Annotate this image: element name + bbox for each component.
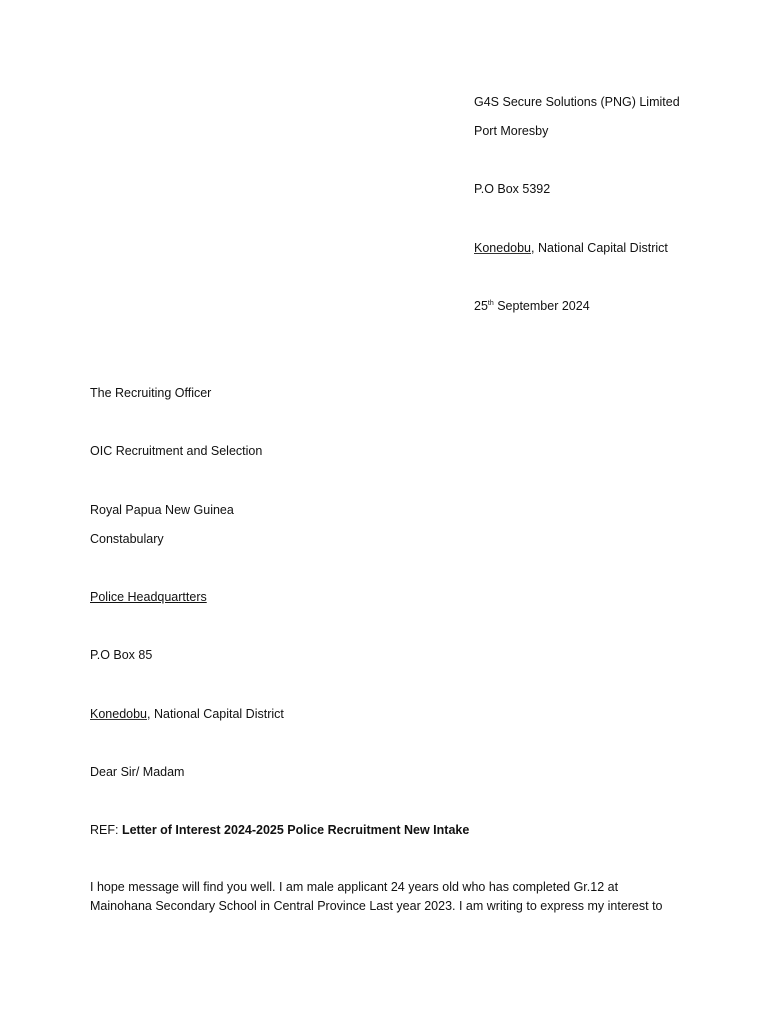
recipient-org-line1: Royal Papua New Guinea (90, 503, 234, 517)
sender-suburb: Konedobu (474, 241, 532, 255)
date-ordinal: th (487, 299, 494, 307)
recipient-hq-text: Police Headquartters (90, 590, 207, 604)
date-day: 25 (474, 299, 488, 313)
sender-city: Port Moresby (474, 124, 549, 138)
recipient-suburb: Konedobu (90, 707, 148, 721)
recipient-unit: OIC Recruitment and Selection (90, 444, 263, 458)
date-rest: September 2024 (493, 299, 590, 313)
recipient-org-line2: Constabulary (90, 532, 164, 546)
recipient-district: , National Capital District (147, 707, 284, 721)
sender-district: , National Capital District (531, 241, 668, 255)
ref-subject: Letter of Interest 2024-2025 Police Recruitment New Intake (121, 823, 470, 837)
sender-company: G4S Secure Solutions (PNG) Limited (474, 95, 680, 109)
reference-line (90, 822, 469, 838)
recipient-pobox: P.O Box 85 (90, 648, 153, 662)
ref-label: REF: (90, 823, 122, 837)
letter-date (474, 298, 590, 314)
sender-address (474, 240, 668, 256)
salutation: Dear Sir/ Madam (90, 765, 185, 779)
recipient-title: The Recruiting Officer (90, 386, 212, 400)
recipient-hq (90, 589, 207, 605)
body-line-2: Mainohana Secondary School in Central Province Last year 2023. I am writing to express my interest to (90, 899, 663, 913)
recipient-address (90, 706, 284, 722)
body-line-1: I hope message will find you well. I am male applicant 24 years old who has completed Gr.12 at (90, 880, 619, 894)
sender-pobox: P.O Box 5392 (474, 182, 551, 196)
